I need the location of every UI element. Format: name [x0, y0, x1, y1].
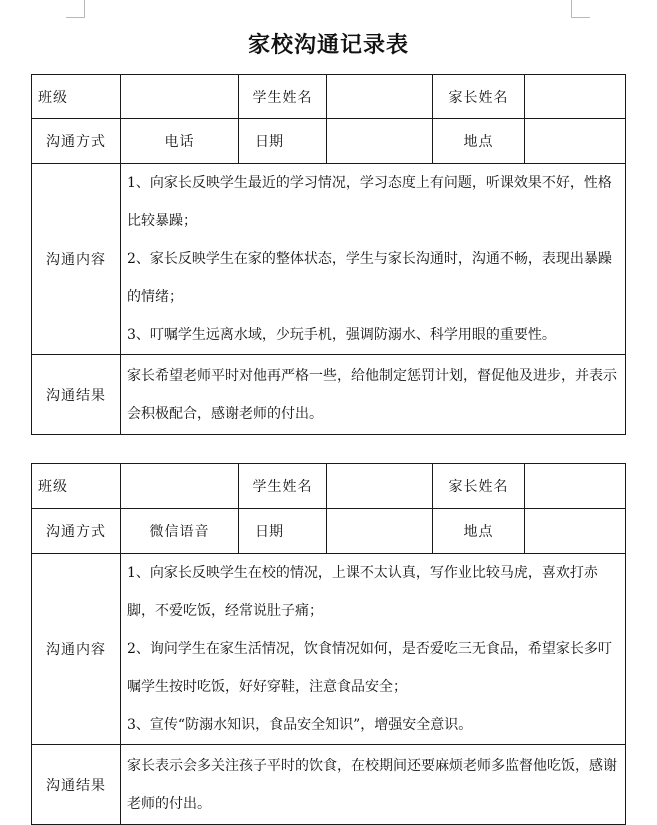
- table-row: [32, 509, 626, 554]
- method-value[interactable]: 电话: [121, 119, 239, 164]
- class-label: 班级: [32, 464, 121, 509]
- date-label: 日期: [239, 509, 327, 554]
- crop-mark: [84, 0, 85, 18]
- content-body[interactable]: [121, 164, 626, 355]
- method-label: 沟通方式: [32, 509, 121, 554]
- content-item: 1、向家长反映学生在校的情况，上课不太认真，写作业比较马虎，喜欢打赤脚，不爱吃饭，经常说肚子痛；: [127, 565, 598, 619]
- crop-mark: [66, 17, 85, 18]
- date-value[interactable]: [327, 509, 433, 554]
- page-title: 家校沟通记录表: [247, 32, 409, 58]
- table-row: [32, 554, 626, 745]
- parent-name-value[interactable]: [525, 75, 626, 119]
- table-row: [32, 75, 626, 119]
- content-item: 1、向家长反映学生最近的学习情况，学习态度上有问题，听课效果不好，性格比较暴躁；: [127, 175, 612, 229]
- table-row: [32, 119, 626, 164]
- location-label: 地点: [433, 509, 525, 554]
- content-body[interactable]: [121, 554, 626, 745]
- content-item: 3、宣传“防溺水知识，食品安全知识”，增强安全意识。: [127, 717, 473, 733]
- record-table-2: [31, 463, 626, 825]
- method-label: 沟通方式: [32, 119, 121, 164]
- parent-name-label: 家长姓名: [433, 75, 525, 119]
- record-table-1: [31, 74, 626, 435]
- student-name-value[interactable]: [327, 75, 433, 119]
- content-label: 沟通内容: [32, 554, 121, 745]
- result-body[interactable]: 家长希望老师平时对他再严格一些，给他制定惩罚计划，督促他及进步，并表示会积极配合，感谢老师的付出。: [121, 355, 626, 435]
- result-body[interactable]: 家长表示会多关注孩子平时的饮食，在校期间还要麻烦老师多监督他吃饭，感谢老师的付出。: [121, 745, 626, 825]
- method-value[interactable]: 微信语音: [121, 509, 239, 554]
- location-value[interactable]: [525, 509, 626, 554]
- student-name-value[interactable]: [327, 464, 433, 509]
- table-row: [32, 164, 626, 355]
- content-label: 沟通内容: [32, 164, 121, 355]
- class-label: 班级: [32, 75, 121, 119]
- crop-mark: [571, 0, 572, 18]
- date-value[interactable]: [327, 119, 433, 164]
- content-item: 3、叮嘱学生远离水域，少玩手机，强调防溺水、科学用眼的重要性。: [127, 327, 556, 343]
- table-row: [32, 464, 626, 509]
- class-value[interactable]: [121, 464, 239, 509]
- parent-name-label: 家长姓名: [433, 464, 525, 509]
- result-label: 沟通结果: [32, 355, 121, 435]
- table-row: [32, 745, 626, 825]
- table-row: [32, 355, 626, 435]
- content-item: 2、家长反映学生在家的整体状态，学生与家长沟通时，沟通不畅，表现出暴躁的情绪；: [127, 251, 612, 305]
- result-label: 沟通结果: [32, 745, 121, 825]
- class-value[interactable]: [121, 75, 239, 119]
- location-value[interactable]: [525, 119, 626, 164]
- content-item: 2、询问学生在家生活情况，饮食情况如何，是否爱吃三无食品，希望家长多叮嘱学生按时吃饭，好好穿鞋，注意食品安全；: [127, 641, 612, 695]
- parent-name-value[interactable]: [525, 464, 626, 509]
- location-label: 地点: [433, 119, 525, 164]
- crop-mark: [571, 17, 590, 18]
- date-label: 日期: [239, 119, 327, 164]
- student-name-label: 学生姓名: [239, 75, 327, 119]
- student-name-label: 学生姓名: [239, 464, 327, 509]
